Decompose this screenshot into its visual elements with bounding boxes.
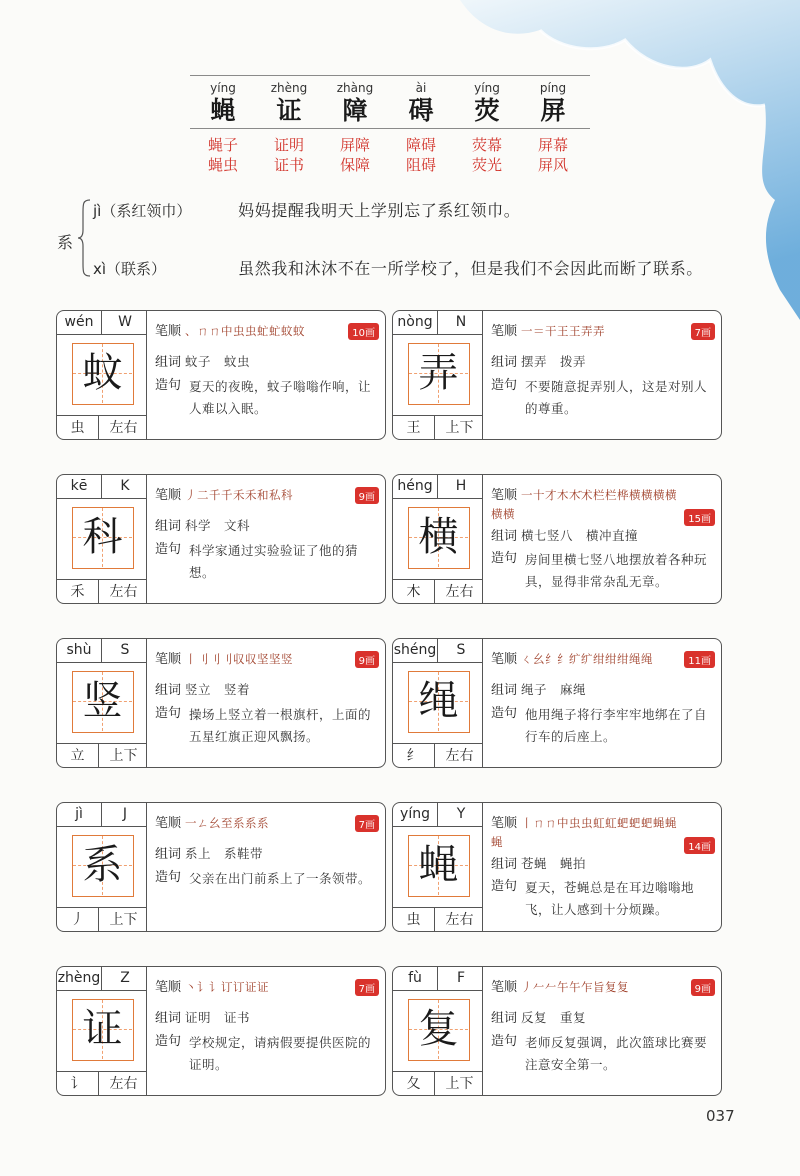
card-sentence-text: 老师反复强调，此次篮球比赛要注意安全第一。: [525, 1035, 708, 1072]
card-char: 系: [82, 842, 123, 888]
card-stroke-order: [155, 978, 351, 997]
card-structure: 左右: [445, 912, 474, 928]
card-stroke-order: [491, 978, 687, 997]
label-sentence: 造句: [155, 542, 182, 557]
polyphone-reading: xì（联系）: [93, 260, 167, 278]
vocab-word: 屏幕: [537, 136, 568, 154]
card-structure: 左右: [109, 1076, 138, 1092]
card-char: 绳: [418, 678, 459, 724]
card-structure: 上下: [445, 1076, 474, 1092]
label-sentence: 造句: [491, 706, 518, 721]
card-radical-row: [57, 743, 147, 768]
card-info: [155, 311, 383, 440]
label-sentence: 造句: [491, 551, 518, 566]
card-words-text: 苍蝇 蝇拍: [521, 856, 587, 871]
vocab-pinyin: yíng: [210, 81, 236, 95]
card-structure: 左右: [109, 420, 138, 436]
stroke-count-badge: 9画: [355, 487, 379, 504]
label-strokes: 笔顺: [155, 488, 182, 503]
vocab-pinyin: píng: [539, 81, 567, 95]
card-radical: 立: [57, 744, 99, 768]
card-pinyin-row: [393, 967, 483, 991]
stroke-count-badge: 7画: [355, 815, 379, 832]
vocab-char: 屏: [540, 96, 566, 125]
card-radical-row: [393, 743, 483, 768]
card-info: [155, 639, 383, 768]
vocab-pinyin: yíng: [474, 81, 500, 95]
card-radical-row: [57, 907, 147, 932]
card-pinyin: jì: [57, 803, 102, 826]
card-structure: 上下: [445, 420, 474, 436]
card-words: [155, 679, 250, 698]
card-info: [491, 639, 719, 768]
card-sentence-text: 房间里横七竖八地摆放着各种玩具，显得非常杂乱无章。: [525, 552, 708, 589]
polyphone-reading: jì（系红领巾）: [93, 202, 192, 220]
card-stroke-order: [155, 814, 351, 833]
label-sentence: 造句: [491, 1034, 518, 1049]
card-char: 蚊: [82, 350, 123, 396]
vocab-word: 保障: [339, 156, 370, 174]
card-sentence-text: 父亲在出门前系上了一条领带。: [189, 871, 372, 886]
card-words: [155, 515, 250, 534]
stroke-count-badge: 10画: [348, 323, 379, 340]
char-card: [56, 638, 386, 768]
card-radical-row: [393, 1071, 483, 1096]
stroke-sequence: 丨刂刂刂収収坚坚竖: [185, 652, 293, 666]
polyphone-char: 系: [57, 233, 74, 252]
card-words-text: 证明 证书: [185, 1010, 251, 1025]
vocab-pinyin: zhèng: [270, 81, 308, 95]
card-pinyin: zhèng: [57, 967, 102, 990]
char-card: [56, 310, 386, 440]
card-radical: 夂: [393, 1072, 435, 1096]
card-letter: F: [456, 970, 466, 986]
label-strokes: 笔顺: [155, 980, 182, 995]
label-words: 组词: [155, 683, 182, 698]
tian-grid: [72, 671, 134, 733]
card-words-text: 横七竖八 横冲直撞: [521, 528, 639, 543]
vocab-words-row: [190, 155, 590, 175]
label-sentence: 造句: [491, 879, 518, 894]
card-sentence-text: 夏天，苍蝇总是在耳边嗡嗡地飞，让人感到十分烦躁。: [525, 880, 695, 917]
card-letter: N: [455, 314, 467, 330]
card-radical: 纟: [393, 744, 435, 768]
card-pinyin: yíng: [393, 803, 438, 826]
stroke-sequence: 丶讠讠订订证证: [185, 980, 269, 994]
vocab-word: 荧幕: [471, 136, 502, 154]
vocab-pinyin-row: [190, 76, 590, 96]
vocab-char: 证: [276, 96, 302, 125]
card-stroke-order: [155, 486, 351, 505]
tian-grid: [72, 507, 134, 569]
tian-grid: [72, 343, 134, 405]
card-sentence-text: 操场上竖立着一根旗杆，上面的五星红旗正迎风飘扬。: [189, 707, 372, 744]
card-letter: W: [118, 314, 132, 330]
card-pinyin: fù: [393, 967, 438, 990]
card-pinyin: kē: [57, 475, 102, 498]
card-pinyin-row: [393, 803, 483, 827]
card-char: 复: [418, 1006, 459, 1052]
tian-grid: [72, 999, 134, 1061]
label-words: 组词: [155, 355, 182, 370]
card-pinyin-row: [57, 475, 147, 499]
vocab-word: 蝇子: [207, 136, 238, 154]
char-card: [392, 474, 722, 604]
card-char-panel: [57, 803, 147, 932]
card-radical: 虫: [57, 416, 99, 440]
card-words-text: 竖立 竖着: [185, 682, 251, 697]
vocab-word: 证明: [273, 136, 304, 154]
label-words: 组词: [491, 683, 518, 698]
polyphone-sentence: 虽然我和沐沐不在一所学校了，但是我们不会因此而断了联系。: [238, 259, 703, 278]
tian-grid: [408, 835, 470, 897]
label-words: 组词: [491, 355, 518, 370]
card-words-text: 摆弄 拨弄: [521, 354, 587, 369]
card-pinyin: shéng: [393, 639, 438, 662]
card-words-text: 反复 重复: [521, 1010, 587, 1025]
tian-grid: [408, 999, 470, 1061]
card-structure: 左右: [445, 748, 474, 764]
card-radical: 虫: [393, 908, 435, 932]
card-info: [491, 967, 719, 1096]
stroke-count-badge: 11画: [684, 651, 715, 668]
card-info: [155, 967, 383, 1096]
card-stroke-order: [491, 814, 687, 851]
card-pinyin-row: [393, 475, 483, 499]
card-radical: 讠: [57, 1072, 99, 1096]
label-sentence: 造句: [491, 378, 518, 393]
card-char: 弄: [418, 350, 459, 396]
label-strokes: 笔顺: [155, 324, 182, 339]
card-words: [491, 1007, 586, 1026]
card-info: [155, 475, 383, 604]
label-strokes: 笔顺: [491, 324, 518, 339]
card-words-text: 系上 系鞋带: [185, 846, 264, 861]
card-radical: 禾: [57, 580, 99, 604]
card-char: 横: [418, 514, 459, 560]
card-letter: J: [122, 806, 128, 822]
card-info: [491, 475, 719, 604]
vocab-word: 证书: [273, 156, 304, 174]
stroke-sequence: 一＝干王王弄弄: [521, 324, 605, 338]
card-words-text: 科学 文科: [185, 518, 251, 533]
vocab-char: 碍: [408, 96, 434, 125]
vocabulary-table: [190, 75, 590, 179]
card-structure: 左右: [109, 584, 138, 600]
label-words: 组词: [155, 1011, 182, 1026]
card-radical-row: [393, 415, 483, 440]
label-words: 组词: [155, 519, 182, 534]
stroke-sequence: 、ㄇㄇ中虫虫虻虻蚊蚊: [185, 324, 305, 338]
vocab-char: 障: [342, 96, 368, 125]
card-words: [491, 679, 586, 698]
card-structure: 上下: [109, 748, 138, 764]
card-sentence: [155, 869, 379, 890]
char-card: [392, 310, 722, 440]
polyphone-line-2: [93, 256, 703, 279]
card-radical: 丿: [57, 908, 99, 932]
stroke-count-badge: 14画: [684, 837, 715, 854]
stroke-count-badge: 9画: [355, 651, 379, 668]
vocab-word: 屏风: [537, 156, 568, 174]
stroke-count-badge: 15画: [684, 509, 715, 526]
card-char-panel: [393, 475, 483, 604]
card-pinyin: héng: [393, 475, 438, 498]
label-strokes: 笔顺: [491, 980, 518, 995]
card-char: 证: [82, 1006, 123, 1052]
card-sentence: [155, 705, 379, 748]
label-sentence: 造句: [155, 378, 182, 393]
card-radical-row: [57, 1071, 147, 1096]
page-number: 037: [706, 1107, 735, 1125]
card-char-panel: [393, 311, 483, 440]
tian-grid: [72, 835, 134, 897]
card-words-text: 蚊子 蚊虫: [185, 354, 251, 369]
char-card: [56, 966, 386, 1096]
stroke-count-badge: 7画: [355, 979, 379, 996]
label-sentence: 造句: [155, 706, 182, 721]
card-sentence-text: 夏天的夜晚，蚊子嗡嗡作响，让人难以入眠。: [189, 379, 372, 416]
card-words: [155, 351, 250, 370]
card-pinyin-row: [393, 639, 483, 663]
stroke-count-badge: 9画: [691, 979, 715, 996]
label-words: 组词: [155, 847, 182, 862]
card-sentence-text: 不要随意捉弄别人，这是对别人的尊重。: [525, 379, 708, 416]
stroke-sequence: 丨ㄇㄇ中虫虫虹虹蚆蚆蚆蝇蝇蝇: [491, 816, 677, 849]
label-strokes: 笔顺: [155, 816, 182, 831]
card-letter: K: [120, 478, 130, 494]
card-words: [155, 843, 263, 862]
char-card: [392, 802, 722, 932]
tian-grid: [408, 671, 470, 733]
card-words: [491, 853, 586, 872]
vocab-pinyin: zhàng: [336, 81, 374, 95]
polyphone-line-1: [93, 198, 520, 221]
label-words: 组词: [491, 1011, 518, 1026]
card-info: [491, 311, 719, 440]
card-sentence: [155, 541, 379, 584]
char-card: [392, 638, 722, 768]
card-sentence: [491, 377, 715, 420]
label-strokes: 笔顺: [491, 816, 518, 831]
tian-grid: [408, 507, 470, 569]
card-stroke-order: [491, 486, 687, 523]
card-sentence: [491, 878, 715, 921]
card-sentence: [491, 1033, 715, 1076]
label-words: 组词: [491, 857, 518, 872]
card-char-panel: [57, 639, 147, 768]
label-strokes: 笔顺: [491, 488, 518, 503]
card-letter: S: [120, 642, 130, 658]
vocab-word: 荧光: [471, 156, 502, 174]
vocab-word: 阻碍: [405, 156, 436, 174]
label-strokes: 笔顺: [491, 652, 518, 667]
card-letter: H: [455, 478, 467, 494]
char-card: [392, 966, 722, 1096]
label-words: 组词: [491, 529, 518, 544]
card-letter: Y: [456, 806, 466, 822]
card-info: [491, 803, 719, 932]
card-sentence: [491, 705, 715, 748]
card-char-panel: [57, 967, 147, 1096]
card-letter: Z: [120, 970, 130, 986]
card-stroke-order: [155, 322, 351, 341]
card-char: 蝇: [418, 842, 459, 888]
card-char-panel: [393, 803, 483, 932]
card-radical-row: [393, 907, 483, 932]
card-pinyin-row: [57, 967, 147, 991]
card-char-panel: [393, 967, 483, 1096]
char-card: [56, 802, 386, 932]
card-sentence-text: 学校规定，请病假要提供医院的证明。: [189, 1035, 372, 1072]
stroke-count-badge: 7画: [691, 323, 715, 340]
card-info: [155, 803, 383, 932]
card-stroke-order: [491, 322, 687, 341]
card-words: [491, 525, 638, 544]
card-radical: 王: [393, 416, 435, 440]
card-char: 科: [82, 514, 123, 560]
card-words-text: 绳子 麻绳: [521, 682, 587, 697]
card-radical-row: [57, 415, 147, 440]
card-radical: 木: [393, 580, 435, 604]
card-stroke-order: [155, 650, 351, 669]
card-pinyin: shù: [57, 639, 102, 662]
brace-icon: [77, 198, 91, 278]
card-words: [491, 351, 586, 370]
card-radical-row: [57, 579, 147, 604]
vocab-words-row: [190, 135, 590, 155]
label-sentence: 造句: [155, 870, 182, 885]
card-pinyin: wén: [57, 311, 102, 334]
card-pinyin-row: [57, 639, 147, 663]
vocab-word: 障碍: [405, 136, 436, 154]
vocab-char-row: [190, 96, 590, 128]
vocab-word: 蝇虫: [207, 156, 238, 174]
card-pinyin-row: [57, 311, 147, 335]
polyphone-block: [55, 192, 775, 282]
card-char-panel: [393, 639, 483, 768]
card-char: 竖: [82, 678, 123, 724]
label-sentence: 造句: [155, 1034, 182, 1049]
card-words: [155, 1007, 250, 1026]
char-card: [56, 474, 386, 604]
card-structure: 上下: [109, 912, 138, 928]
card-sentence: [155, 377, 379, 420]
card-char-panel: [57, 311, 147, 440]
polyphone-sentence: 妈妈提醒我明天上学别忘了系红领巾。: [238, 201, 521, 220]
card-char-panel: [57, 475, 147, 604]
vocab-char: 蝇: [210, 96, 236, 125]
vocab-char: 荧: [474, 96, 500, 125]
vocab-pinyin: ài: [415, 81, 427, 95]
stroke-sequence: 丿二千千禾禾和私科: [185, 488, 293, 502]
card-radical-row: [393, 579, 483, 604]
card-sentence-text: 他用绳子将行李牢牢地绑在了自行车的后座上。: [525, 707, 708, 744]
vocab-word: 屏障: [339, 136, 370, 154]
card-sentence-text: 科学家通过实验验证了他的猜想。: [189, 543, 359, 580]
card-sentence: [491, 550, 715, 593]
card-stroke-order: [491, 650, 687, 669]
card-pinyin: nòng: [393, 311, 438, 334]
stroke-sequence: 一ㄥ幺至系系系: [185, 816, 269, 830]
stroke-sequence: 一十才木木̄术栏栏桦横横横横横横: [491, 488, 677, 521]
card-sentence: [155, 1033, 379, 1076]
card-structure: 左右: [445, 584, 474, 600]
stroke-sequence: ㄑ幺纟纟纩纩绀绀绀绳绳: [521, 652, 653, 666]
card-pinyin-row: [57, 803, 147, 827]
tian-grid: [408, 343, 470, 405]
card-pinyin-row: [393, 311, 483, 335]
stroke-sequence: 丿𠂉𠂉午午乍旨复复: [521, 980, 629, 994]
label-strokes: 笔顺: [155, 652, 182, 667]
card-letter: S: [456, 642, 466, 658]
